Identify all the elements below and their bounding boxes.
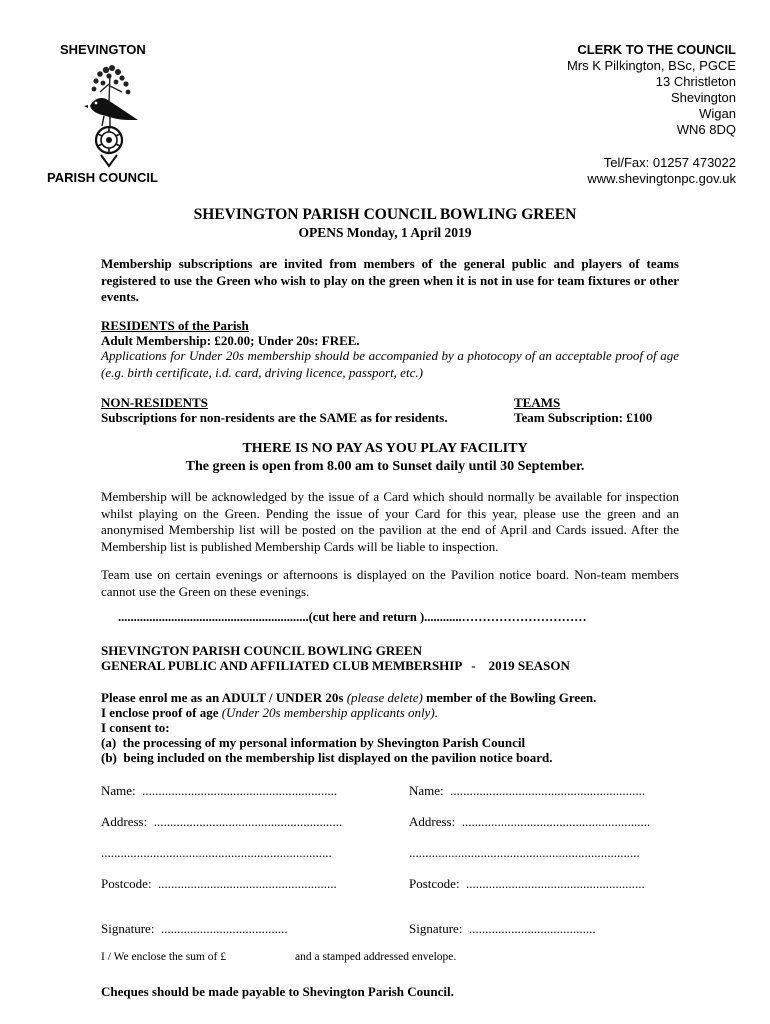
postcode-field-left[interactable]: Postcode: ....................................................... xyxy=(101,876,337,891)
clerk-telfax: Tel/Fax: 01257 473022 xyxy=(603,155,736,170)
name-field-right[interactable]: Name: ............................................................ xyxy=(409,783,646,798)
teams-subscription: Team Subscription: £100 xyxy=(514,410,653,425)
cut-here-line: .............................................................(cut here and return )............………………………… xyxy=(118,610,587,624)
membership-card-paragraph: Membership will be acknowledged by the issue of a Card which should normally be available for inspection whilst playing on the Green. Pending the issue of your Card for this year, please use the green and an anonymised Membership list will be posted on the pavilion at the end of April and Cards issued. After the Membership list is published Membership Cards will be liable to inspection. xyxy=(101,489,679,554)
teams-heading: TEAMS xyxy=(514,395,561,410)
enclose-sum-text: I / We enclose the sum of £ xyxy=(101,951,227,963)
enrol-text-end: member of the Bowling Green. xyxy=(422,690,597,705)
enrol-text: Please enrol me as an ADULT / UNDER 20s xyxy=(101,690,347,705)
proof-text: I enclose proof of age xyxy=(101,705,222,720)
postcode-field-right[interactable]: Postcode: ....................................................... xyxy=(409,876,645,891)
form-subtitle: GENERAL PUBLIC AND AFFILIATED CLUB MEMBERSHIP - 2019 SEASON xyxy=(101,658,570,673)
proof-note: (Under 20s membership applicants only). xyxy=(221,705,438,720)
page-subtitle: OPENS Monday, 1 April 2019 xyxy=(298,225,472,240)
intro-paragraph: Membership subscriptions are invited from members of the general public and players of teams registered to use the Green who wish to play on the green when it is not in use for team fixtures or other events. xyxy=(101,256,679,304)
residents-rates: Adult Membership: £20.00; Under 20s: FREE. xyxy=(101,333,360,348)
consent-item-b: (b) being included on the membership list displayed on the pavilion notice board. xyxy=(101,750,553,765)
council-crest-logo xyxy=(76,62,142,168)
cheques-payable-note: Cheques should be made payable to Shevington Parish Council. xyxy=(101,984,454,999)
name-field-left[interactable]: Name: ............................................................ xyxy=(101,783,338,798)
consent-heading: I consent to: xyxy=(101,720,170,735)
consent-item-a: (a) the processing of my personal information by Shevington Parish Council xyxy=(101,735,526,750)
clerk-line: Shevington xyxy=(670,90,736,105)
clerk-line: WN6 8DQ xyxy=(676,122,736,137)
no-payg-notice: THERE IS NO PAY AS YOU PLAY FACILITY xyxy=(242,441,528,456)
clerk-title: CLERK TO THE COUNCIL xyxy=(577,42,736,57)
residents-proof-note: Applications for Under 20s membership should be accompanied by a photocopy of an acceptable proof of age (e.g. birth certificate, i.d. card, driving licence, passport, etc.) xyxy=(101,348,679,380)
enrol-delete-note: (please delete) xyxy=(346,690,423,705)
clerk-address-block xyxy=(416,42,736,187)
form-title: SHEVINGTON PARISH COUNCIL BOWLING GREEN xyxy=(101,643,422,658)
opening-hours-notice: The green is open from 8.00 am to Sunset daily until 30 September. xyxy=(185,459,585,474)
signature-field-left[interactable]: Signature: ....................................... xyxy=(101,921,288,936)
org-name-top: SHEVINGTON xyxy=(60,42,146,57)
clerk-line: Mrs K Pilkington, BSc, PGCE xyxy=(566,58,736,73)
address-line2-left[interactable]: ....................................................................... xyxy=(101,845,332,860)
org-name-bottom: PARISH COUNCIL xyxy=(47,170,158,185)
non-residents-heading: NON-RESIDENTS xyxy=(101,395,208,410)
clerk-line: 13 Christleton xyxy=(655,74,736,89)
address-field-left[interactable]: Address: .......................................................... xyxy=(101,814,343,829)
signature-field-right[interactable]: Signature: ....................................... xyxy=(409,921,596,936)
address-field-right[interactable]: Address: .......................................................... xyxy=(409,814,651,829)
enclose-envelope-text: and a stamped addressed envelope. xyxy=(295,951,457,963)
residents-heading: RESIDENTS of the Parish xyxy=(101,318,249,333)
clerk-line: Wigan xyxy=(699,106,736,121)
team-use-paragraph: Team use on certain evenings or afternoons is displayed on the Pavilion notice board. Non-team members cannot use the Green on these evenings. xyxy=(101,567,679,599)
page-title: SHEVINGTON PARISH COUNCIL BOWLING GREEN xyxy=(193,206,577,223)
clerk-website: www.shevingtonpc.gov.uk xyxy=(587,171,736,186)
address-line2-right[interactable]: ....................................................................... xyxy=(409,845,640,860)
non-residents-text: Subscriptions for non-residents are the SAME as for residents. xyxy=(101,410,448,425)
